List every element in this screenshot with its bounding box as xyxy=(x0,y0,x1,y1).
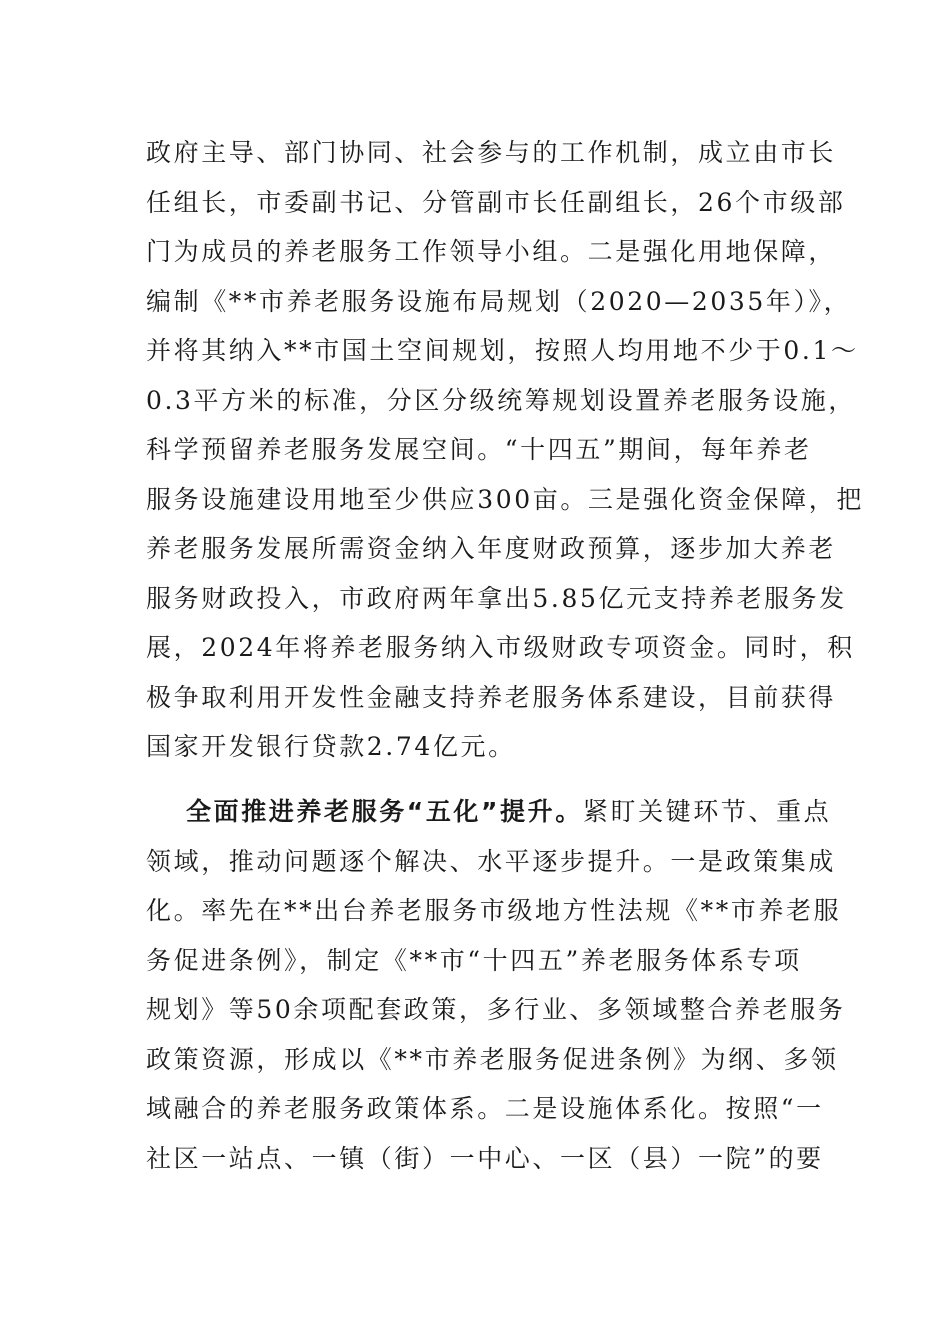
text-line: 并将其纳入**市国土空间规划，按照人均用地不少于0.1～ xyxy=(146,336,859,365)
text-line: 国家开发银行贷款2.74亿元。 xyxy=(146,732,516,761)
text-line: 任组长，市委副书记、分管副市长任副组长，26个市级部 xyxy=(146,187,846,217)
text-line: 社区一站点、一镇（街）一中心、一区（县）一院”的要 xyxy=(146,1143,824,1173)
text-line: 化。率先在**出台养老服务市级地方性法规《**市养老服 xyxy=(146,896,842,925)
text-line: 门为成员的养老服务工作领导小组。二是强化用地保障， xyxy=(146,237,837,266)
text-line: 0.3平方米的标准，分区分级统筹规划设置养老服务设施， xyxy=(146,385,856,415)
paragraph-heading: 全面推进养老服务“五化”提升。 xyxy=(186,797,583,826)
text-line: 领域，推动问题逐个解决、水平逐步提升。一是政策集成 xyxy=(146,846,837,876)
text-line: 域融合的养老服务政策体系。二是设施体系化。按照“一 xyxy=(146,1094,824,1123)
text-line: 极争取利用开发性金融支持养老服务体系建设，目前获得 xyxy=(146,682,837,712)
text-line: 服务财政投入，市政府两年拿出5.85亿元支持养老服务发 xyxy=(146,583,847,613)
text-line: 务促进条例》，制定《**市“十四五”养老服务体系专项 xyxy=(146,945,802,975)
text-line: 政府主导、部门协同、社会参与的工作机制，成立由市长 xyxy=(146,138,837,167)
text-line: 政策资源，形成以《**市养老服务促进条例》为纲、多领 xyxy=(146,1044,839,1074)
text-line: 展，2024年将养老服务纳入市级财政专项资金。同时，积 xyxy=(146,633,855,662)
text-line: 养老服务发展所需资金纳入年度财政预算，逐步加大养老 xyxy=(146,534,837,563)
text-line: 编制《**市养老服务设施布局规划（2020—2035年）》， xyxy=(146,286,852,316)
text-line: 服务设施建设用地至少供应300亩。三是强化资金保障，把 xyxy=(146,484,864,514)
text-line-first xyxy=(146,787,832,837)
paragraph-five-improvements xyxy=(146,787,846,1183)
text-line: 规划》等50余项配套政策，多行业、多领域整合养老服务 xyxy=(146,995,846,1024)
paragraph-funding-land xyxy=(146,128,864,772)
heading-continuation: 紧盯关键环节、重点 xyxy=(582,797,832,826)
text-line: 科学预留养老服务发展空间。“十四五”期间，每年养老 xyxy=(146,435,812,464)
